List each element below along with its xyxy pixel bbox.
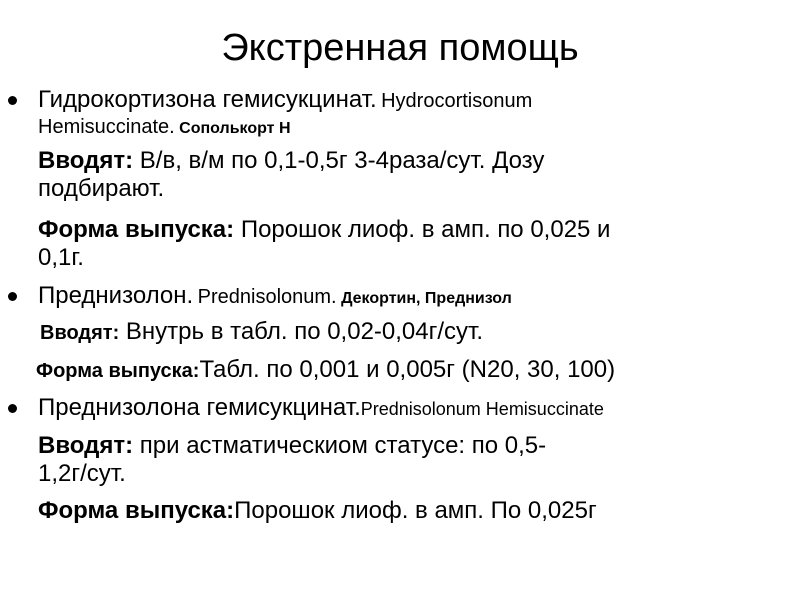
item-1-form-text: Порошок лиоф. в амп. по 0,025 и: [240, 216, 611, 243]
item-3-name: Преднизолона гемисукцинат.: [38, 394, 361, 421]
item-2-form-text: Табл. по 0,001 и 0,005г (N20, 30, 100): [199, 356, 616, 383]
item-2-trade-names: Декортин, Преднизол: [341, 290, 512, 307]
item-1-name: Гидрокортизона гемисукцинат.: [38, 86, 377, 113]
item-3-form-text: Порошок лиоф. в амп. По 0,025г: [234, 497, 597, 524]
bullet-3: [8, 404, 17, 413]
item-1-admin-label: Вводят:: [38, 147, 134, 174]
item-2-administration: [40, 318, 483, 346]
item-3-admin-text-cont: 1,2г/сут.: [38, 460, 126, 487]
bullet-1: [8, 96, 17, 105]
item-2-heading: [38, 282, 512, 310]
item-1-form-text-cont: 0,1г.: [38, 244, 84, 271]
item-1-release-form: [38, 216, 610, 272]
item-2-form-label: Форма выпуска:: [36, 360, 200, 382]
slide-title: Экстренная помощь: [221, 27, 579, 69]
item-1-administration: [38, 147, 544, 203]
item-3-admin-label: Вводят:: [38, 432, 134, 459]
item-3-latin: Prednisolonum Hemisuccinate: [360, 399, 604, 419]
item-3-heading: [38, 394, 604, 422]
item-2-admin-label: Вводят:: [40, 322, 120, 344]
item-3-administration: [38, 432, 546, 488]
item-1-trade-names: Сополькорт Н: [179, 120, 291, 137]
item-1-heading: [38, 86, 532, 140]
item-2-admin-text: Внутрь в табл. по 0,02-0,04г/сут.: [125, 318, 484, 345]
item-2-release-form: [36, 356, 615, 384]
item-2-latin: Prednisolonum.: [197, 286, 337, 308]
item-1-admin-text-cont: подбирают.: [38, 175, 165, 202]
item-2-name: Преднизолон.: [38, 282, 194, 309]
item-1-latin: Hydrocortisonum: [381, 90, 533, 112]
item-3-admin-text: при астматическиом статусе: по 0,5-: [139, 432, 547, 459]
item-1-form-label: Форма выпуска:: [38, 216, 235, 243]
item-3-release-form: [38, 497, 597, 525]
item-3-form-label: Форма выпуска:: [38, 497, 235, 524]
bullet-2: [8, 292, 17, 301]
item-1-latin-cont: Hemisuccinate.: [38, 116, 175, 138]
item-1-admin-text: В/в, в/м по 0,1-0,5г 3-4раза/сут. Дозу: [139, 147, 545, 174]
